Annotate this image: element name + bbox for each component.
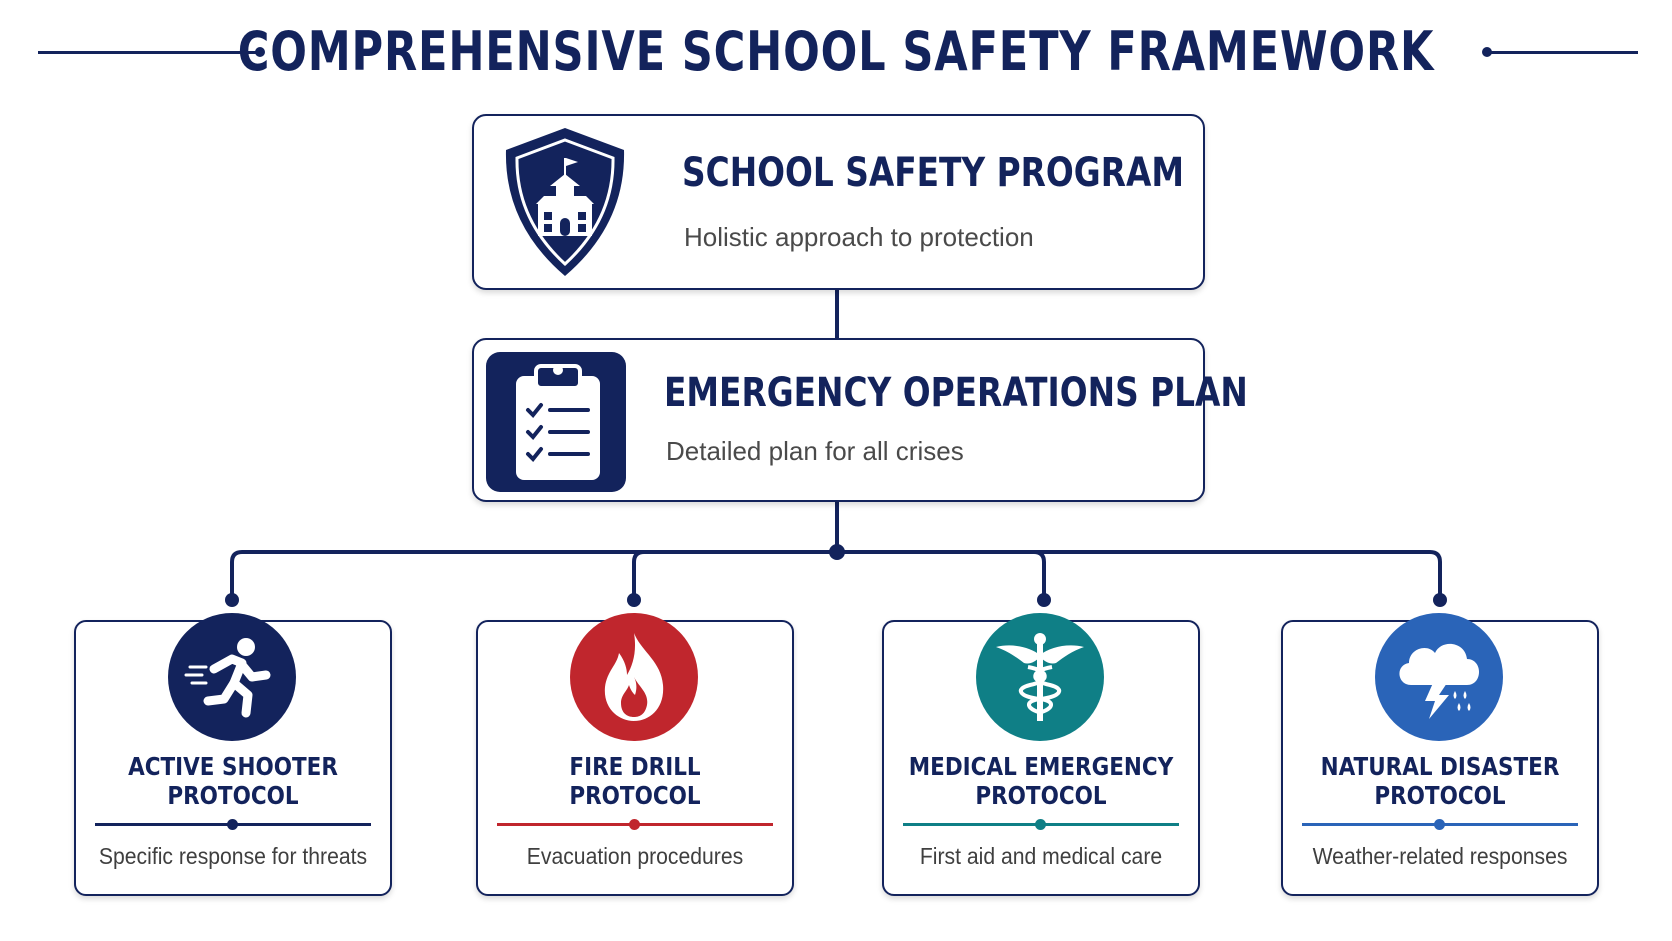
emergency-operations-plan-box <box>472 338 1248 502</box>
program-subtitle: Holistic approach to protection <box>684 222 1034 252</box>
storm-cloud-icon <box>1389 627 1489 727</box>
medical-emergency-description: First aid and medical care <box>919 843 1163 869</box>
active-shooter-title <box>96 752 369 810</box>
fire-drill-icon-circle <box>570 613 698 741</box>
natural-disaster-divider-dot <box>1434 819 1445 830</box>
natural-disaster-title <box>1303 752 1576 810</box>
active-shooter-divider-dot <box>227 819 238 830</box>
natural-disaster-icon-circle <box>1375 613 1503 741</box>
caduceus-icon <box>990 627 1090 727</box>
medical-emergency-title-line1: MEDICAL EMERGENCY <box>908 752 1174 781</box>
fire-drill-divider-dot <box>629 819 640 830</box>
clipboard-checklist-icon <box>486 352 626 492</box>
running-person-icon <box>184 629 280 725</box>
shield-school-icon <box>500 124 630 280</box>
natural-disaster-title-line2: PROTOCOL <box>1374 781 1506 810</box>
school-safety-program-box <box>472 114 1205 290</box>
medical-emergency-title-line2: PROTOCOL <box>975 781 1107 810</box>
program-title: SCHOOL SAFETY PROGRAM <box>682 150 1184 196</box>
fire-drill-title-line1: FIRE DRILL <box>569 752 701 781</box>
flame-icon <box>589 629 679 725</box>
page-title: COMPREHENSIVE SCHOOL SAFETY FRAMEWORK <box>237 20 1435 83</box>
medical-emergency-icon-circle <box>976 613 1104 741</box>
active-shooter-title-line2: PROTOCOL <box>167 781 299 810</box>
fire-drill-title <box>498 752 771 810</box>
fire-drill-description: Evacuation procedures <box>526 843 744 869</box>
natural-disaster-description: Weather-related responses <box>1312 843 1568 869</box>
plan-title: EMERGENCY OPERATIONS PLAN <box>664 370 1248 416</box>
active-shooter-title-line1: ACTIVE SHOOTER <box>128 752 338 781</box>
natural-disaster-title-line1: NATURAL DISASTER <box>1320 752 1560 781</box>
fire-drill-title-line2: PROTOCOL <box>569 781 701 810</box>
medical-emergency-divider-dot <box>1035 819 1046 830</box>
medical-emergency-title <box>904 752 1177 810</box>
active-shooter-description: Specific response for threats <box>98 843 368 869</box>
active-shooter-icon-circle <box>168 613 296 741</box>
plan-subtitle: Detailed plan for all crises <box>666 436 964 466</box>
